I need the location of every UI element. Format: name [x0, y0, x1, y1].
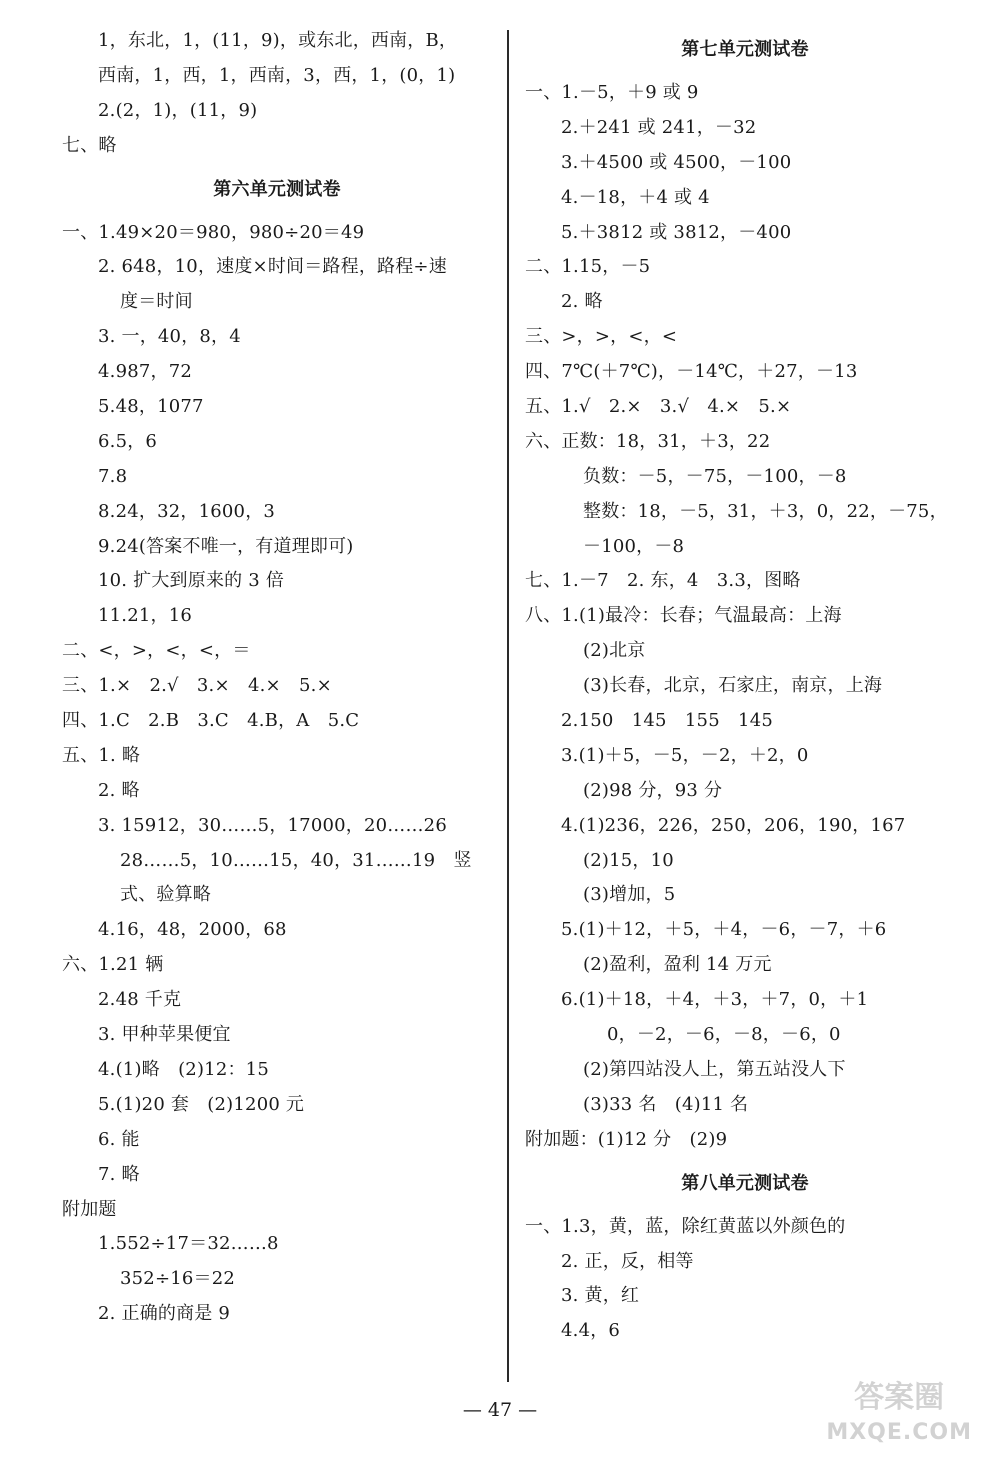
answer-line: (2)北京 [583, 640, 646, 662]
answer-line: 2.＋241 或 241，－32 [561, 116, 757, 138]
answer-line: 附加题：(1)12 分 (2)9 [525, 1128, 728, 1150]
answer-line: (2)盈利，盈利 14 万元 [583, 954, 772, 976]
answer-line: (3)增加，5 [583, 884, 676, 906]
answer-line: 五、1.√ 2.× 3.√ 4.× 5.× [525, 396, 792, 418]
answer-line: 一、1.－5，＋9 或 9 [525, 82, 699, 103]
answer-line: 1，东北，1，(11，9)，或东北，西南，B， [98, 30, 458, 51]
answer-line: 0，－2，－6，－8，－6，0 [607, 1024, 841, 1046]
answer-line: 式、验算略 [120, 884, 211, 906]
answer-line: 9.24(答案不唯一，有道理即可) [98, 535, 354, 557]
section-title: 第六单元测试卷 [213, 178, 341, 200]
answer-line: 2.150 145 155 145 [561, 710, 773, 732]
answer-line: 5.(1)＋12，＋5，＋4，－6，－7，＋6 [561, 919, 887, 941]
answer-line: 3. 15912，30……5，17000，20……26 [98, 814, 447, 836]
answer-line: 四、1.C 2.B 3.C 4.B，A 5.C [62, 710, 360, 732]
answer-line: 5.48，1077 [98, 396, 204, 418]
answer-line: 七、略 [62, 134, 117, 156]
answer-line: 2. 正确的商是 9 [98, 1303, 231, 1325]
answer-line: －100，－8 [583, 535, 685, 557]
section-title: 第八单元测试卷 [681, 1172, 809, 1194]
answer-line: 352÷16＝22 [120, 1268, 236, 1290]
answer-line: 整数：18，－5，31，＋3，0，22，－75， [583, 500, 948, 522]
answer-line: 1.552÷17＝32……8 [98, 1233, 279, 1255]
answer-line: 二、1.15，－5 [525, 256, 651, 278]
answer-line: 一、1.49×20＝980，980÷20＝49 [62, 221, 365, 243]
answer-line: 3.＋4500 或 4500，－100 [561, 151, 792, 173]
answer-line: 5.(1)20 套 (2)1200 元 [98, 1093, 305, 1115]
answer-line: 7.8 [98, 465, 128, 487]
answer-line: 三、>，>，<，< [525, 326, 678, 348]
answer-line: 6.(1)＋18，＋4，＋3，＋7，0，＋1 [561, 989, 869, 1011]
answer-line: 3. 甲种苹果便宜 [98, 1024, 231, 1046]
answer-line: 10. 扩大到原来的 3 倍 [98, 570, 285, 592]
answer-line: 五、1. 略 [62, 744, 141, 766]
answer-line: 7. 略 [98, 1163, 140, 1185]
right-column [525, 24, 965, 1349]
answer-line: 负数：－5，－75，－100，－8 [583, 465, 847, 487]
answer-line: 一、1.3，黄，蓝，除红黄蓝以外颜色的 [525, 1215, 846, 1237]
answer-line: 3. 一，40，8，4 [98, 326, 241, 348]
answer-line: 6. 能 [98, 1128, 140, 1150]
answer-line: 4.16，48，2000，68 [98, 919, 287, 941]
answer-line: 28……5，10……15，40，31……19 竖 [120, 849, 472, 871]
watermark-logo-text: 答案圈 [854, 1380, 945, 1415]
page-number: — 47 — [462, 1399, 538, 1421]
left-column [62, 24, 492, 1332]
answer-line: 4.4，6 [561, 1320, 621, 1342]
answer-line: 3.(1)＋5，－5，－2，＋2，0 [561, 744, 809, 766]
answer-line: (2)15，10 [583, 849, 674, 871]
answer-line: 8.24，32，1600，3 [98, 500, 276, 522]
answer-line: 八、1.(1)最冷：长春；气温最高：上海 [525, 605, 842, 627]
watermark-logo [826, 1378, 972, 1448]
answer-line: 度＝时间 [120, 291, 193, 313]
section-title: 第七单元测试卷 [681, 39, 809, 60]
watermark-url: MXQE.COM [826, 1420, 972, 1445]
answer-line: 3. 黄，红 [561, 1285, 640, 1307]
answer-line: 2. 略 [98, 779, 140, 801]
answer-line: 2. 正，反，相等 [561, 1250, 694, 1272]
answer-line: 七、1.－7 2. 东，4 3.3，图略 [525, 570, 801, 592]
answer-line: 四、7℃(＋7℃)，－14℃，＋27，－13 [525, 361, 858, 383]
answer-line: 6.5，6 [98, 430, 158, 452]
answer-line: 2.48 千克 [98, 989, 182, 1011]
answer-line: 2. 648，10，速度×时间＝路程，路程÷速 [98, 256, 447, 278]
answer-line: (3)33 名 (4)11 名 [583, 1093, 749, 1115]
answer-line: 5.＋3812 或 3812，－400 [561, 221, 792, 243]
answer-line: 2. 略 [561, 291, 603, 313]
answer-line: (2)98 分，93 分 [583, 779, 723, 801]
answer-line: 二、<，>，<，<，＝ [62, 640, 251, 662]
answer-line: 2.(2，1)，(11，9) [98, 99, 258, 121]
answer-line: 4.987，72 [98, 361, 193, 383]
answer-line: (3)长春，北京，石家庄，南京，上海 [583, 675, 883, 697]
answer-line: 4.(1)略 (2)12：15 [98, 1058, 269, 1080]
answer-line: (2)第四站没人上，第五站没人下 [583, 1058, 846, 1080]
answer-line: 六、正数：18，31，＋3，22 [525, 430, 771, 452]
answer-line: 4.(1)236，226，250，206，190，167 [561, 814, 906, 836]
answer-line: 4.－18，＋4 或 4 [561, 186, 710, 208]
column-divider [507, 30, 509, 1382]
answer-line: 附加题 [62, 1198, 117, 1220]
answer-line: 西南，1，西，1，西南，3，西，1，(0，1) [98, 64, 456, 86]
answer-line: 三、1.× 2.√ 3.× 4.× 5.× [62, 675, 332, 697]
answer-line: 六、1.21 辆 [62, 954, 164, 976]
answer-line: 11.21，16 [98, 605, 193, 627]
